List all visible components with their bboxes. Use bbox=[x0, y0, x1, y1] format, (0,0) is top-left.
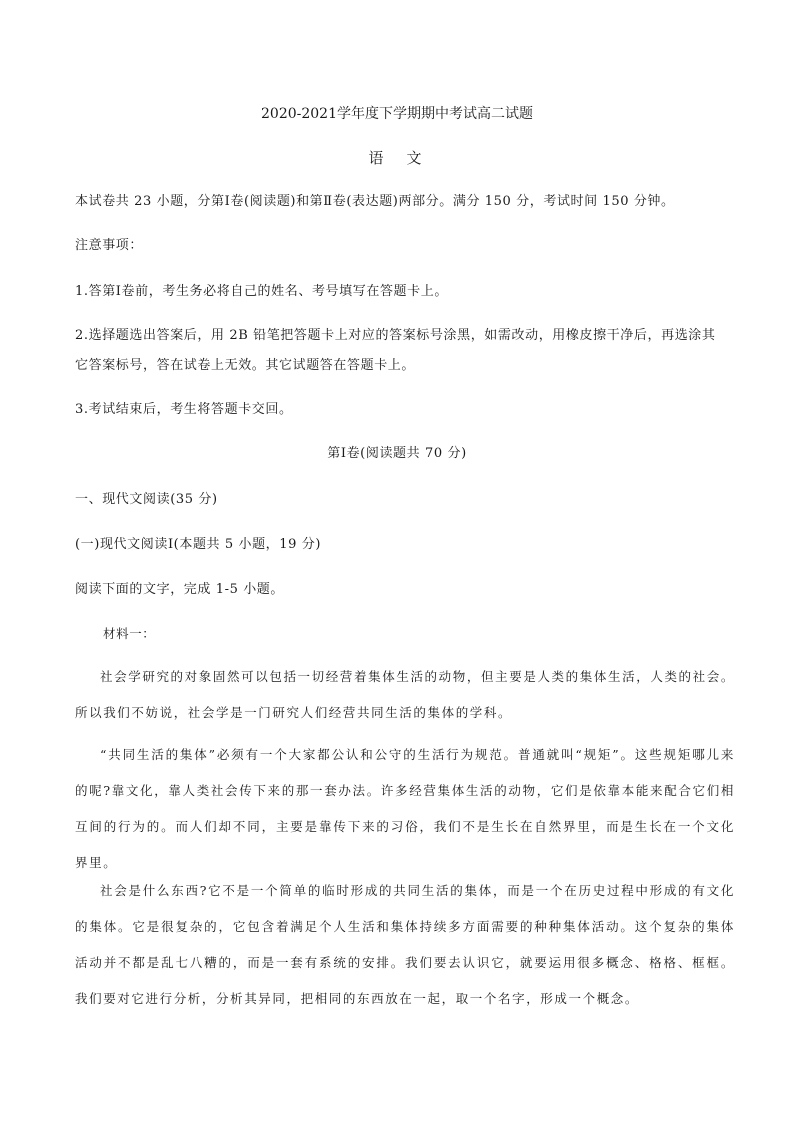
notice-item-2: 2.选择题选出答案后，用 2B 铅笔把答题卡上对应的答案标号涂黑，如需改动，用橡皮擦干净后，再选涂其 bbox=[75, 328, 716, 343]
notice-item-3: 3.考试结束后，考生将答题卡交回。 bbox=[75, 402, 293, 417]
material-paragraph-3: 社会是什么东西?它不是一个简单的临时形成的共同生活的集体，而是一个在历史过程中形成的有文化的集体。它是很复杂的，它包含着满足个人生活和集体持续多方面需要的种种集体活动。这个复杂的集体活动并不都是乱七八糟的，而是一套有系统的安排。我们要去认识它，就要运用很多概念、格格、框框。我们要对它进行分析，分析其异同，把相同的东西放在一起，取一个名字，形成一个概念。 bbox=[75, 883, 735, 1006]
material-paragraph-1: 社会学研究的对象固然可以包括一切经营着集体生活的动物，但主要是人类的集体生活，人类的社会。所以我们不妨说，社会学是一门研究人们经营共同生活的集体的学科。 bbox=[75, 669, 735, 720]
material-label: 材料一： bbox=[103, 626, 156, 641]
notice-heading: 注意事项： bbox=[75, 238, 144, 253]
exam-subject: 语 文 bbox=[368, 149, 426, 167]
exam-title: 2020-2021学年度下学期期中考试高二试题 bbox=[261, 106, 533, 122]
exam-intro: 本试卷共 23 小题，分第Ⅰ卷(阅读题)和第Ⅱ卷(表达题)两部分。满分 150 分，考试时间 150 分钟。 bbox=[75, 194, 675, 209]
notice-item-1: 1.答第Ⅰ卷前，考生务必将自己的姓名、考号填写在答题卡上。 bbox=[75, 284, 448, 299]
material-paragraph-2: “共同生活的集体”必须有一个大家都公认和公守的生活行为规范。普通就叫“规矩”。这些规矩哪儿来的呢?靠文化，靠人类社会传下来的那一套办法。许多经营集体生活的动物，它们是依靠本能来配合它们相互间的行为的。而人们却不同，主要是靠传下来的习俗，我们不是生长在自然界里，而是生长在一个文化界里。 bbox=[75, 747, 735, 870]
reading-instruction: 阅读下面的文字，完成 1-5 小题。 bbox=[75, 582, 284, 597]
subsection-heading: (一)现代文阅读Ⅰ(本题共 5 小题，19 分) bbox=[75, 537, 322, 552]
part1-heading: 第Ⅰ卷(阅读题共 70 分) bbox=[327, 446, 467, 461]
notice-item-2-cont: 它答案标号，答在试卷上无效。其它试题答在答题卡上。 bbox=[75, 358, 416, 373]
section-heading: 一、现代文阅读(35 分) bbox=[75, 492, 218, 507]
